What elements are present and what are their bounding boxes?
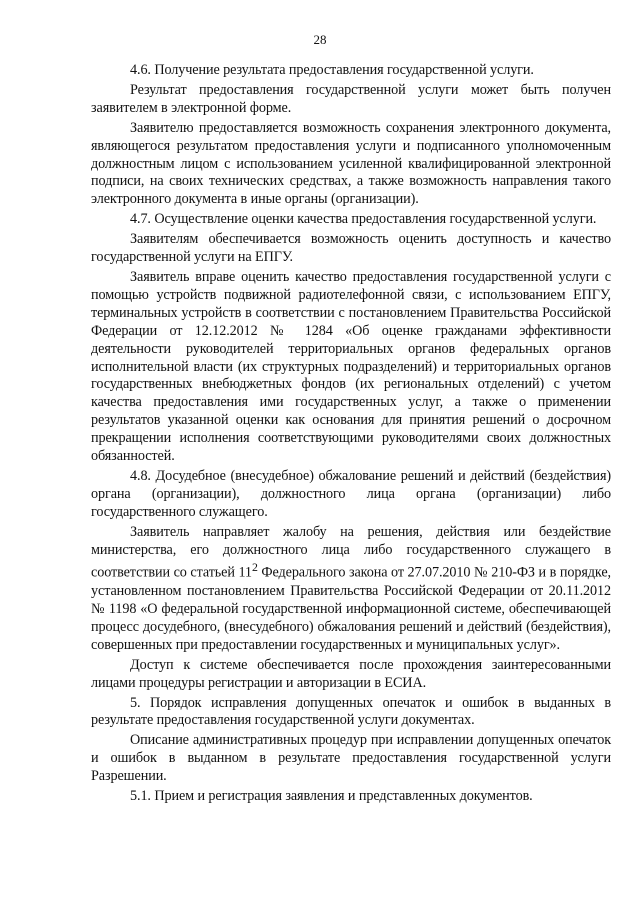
article-superscript: 2 [251, 560, 258, 575]
complaint-text-after: Федерального закона от 27.07.2010 № 210-ФЗ и в порядке, установленном постановлением Правительства Российской Федерации от 20.11.2012 № 1198 «О федеральной государственной информационной системе, обеспечивающей процесс досудебного, (внесудебного) обжалования решений и действий (бездействия), совершенных при предоставлении государственных и муниципальных услуг». [91, 565, 611, 653]
paragraph-5-heading: 5. Порядок исправления допущенных опечаток и ошибок в выданных в результате предоставления государственной услуги документах. [91, 694, 611, 729]
paragraph-4-6-heading: 4.6. Получение результата предоставления государственной услуги. [130, 62, 534, 78]
document-body [91, 62, 611, 808]
paragraph-complaint [91, 524, 611, 655]
complaint-text-before: Заявитель направляет жалобу на решения, действия или бездействие министерства, его должностного лица либо государственного служащего в соответствии со статьей 11 [91, 523, 611, 582]
paragraph-save-electronic-document: Заявителю предоставляется возможность сохранения электронного документа, являющегося результатом предоставления услуги и подписанного уполномоченным должностным лицом с использованием усиленной квалифицированной электронной подписи, на своих технических средствах, а также возможность направления такого электронного документа в иные органы (организации). [91, 119, 611, 208]
paragraph-4-7-heading: 4.7. Осуществление оценки качества предоставления государственной услуги. [130, 211, 597, 228]
paragraph-procedures-description: Описание административных процедур при исправлении допущенных опечаток и ошибок в выданном в результате предоставления государственной услуги Разрешении. [91, 732, 611, 785]
paragraph-system-access: Доступ к системе обеспечивается после прохождения заинтересованными лицами процедуры регистрации и авторизации в ЕСИА. [91, 656, 611, 691]
paragraph-5-1-heading: 5.1. Прием и регистрация заявления и представленных документов. [130, 788, 533, 805]
paragraph-result-electronic: Результат предоставления государственной услуги может быть получен заявителем в электронной форме. [91, 81, 611, 116]
paragraph-evaluate-availability: Заявителям обеспечивается возможность оценить доступность и качество государственной услуги на ЕПГУ. [91, 231, 611, 266]
paragraph-4-8-heading: 4.8. Досудебное (внесудебное) обжалование решений и действий (бездействия) органа (организации), должностного лица органа (организации) либо государственного служащего. [91, 467, 611, 520]
paragraph-evaluate-quality: Заявитель вправе оценить качество предоставления государственной услуги с помощью устройств подвижной радиотелефонной связи, с использованием ЕПГУ, терминальных устройств в соответствии с постановлением Правительства Российской Федерации от 12.12.2012 № 1284 «Об оценке гражданами эффективности деятельности руководителей территориальных органов федеральных органов исполнительной власти (их структурных подразделений) и территориальных органов государственных внебюджетных фондов (их региональных отделений) с учетом качества предоставления ими государственных услуг, а также о применении результатов указанной оценки как основания для принятия решений о досрочном прекращении исполнения соответствующими руководителями своих должностных обязанностей. [91, 268, 611, 465]
page-number: 28 [313, 32, 327, 47]
